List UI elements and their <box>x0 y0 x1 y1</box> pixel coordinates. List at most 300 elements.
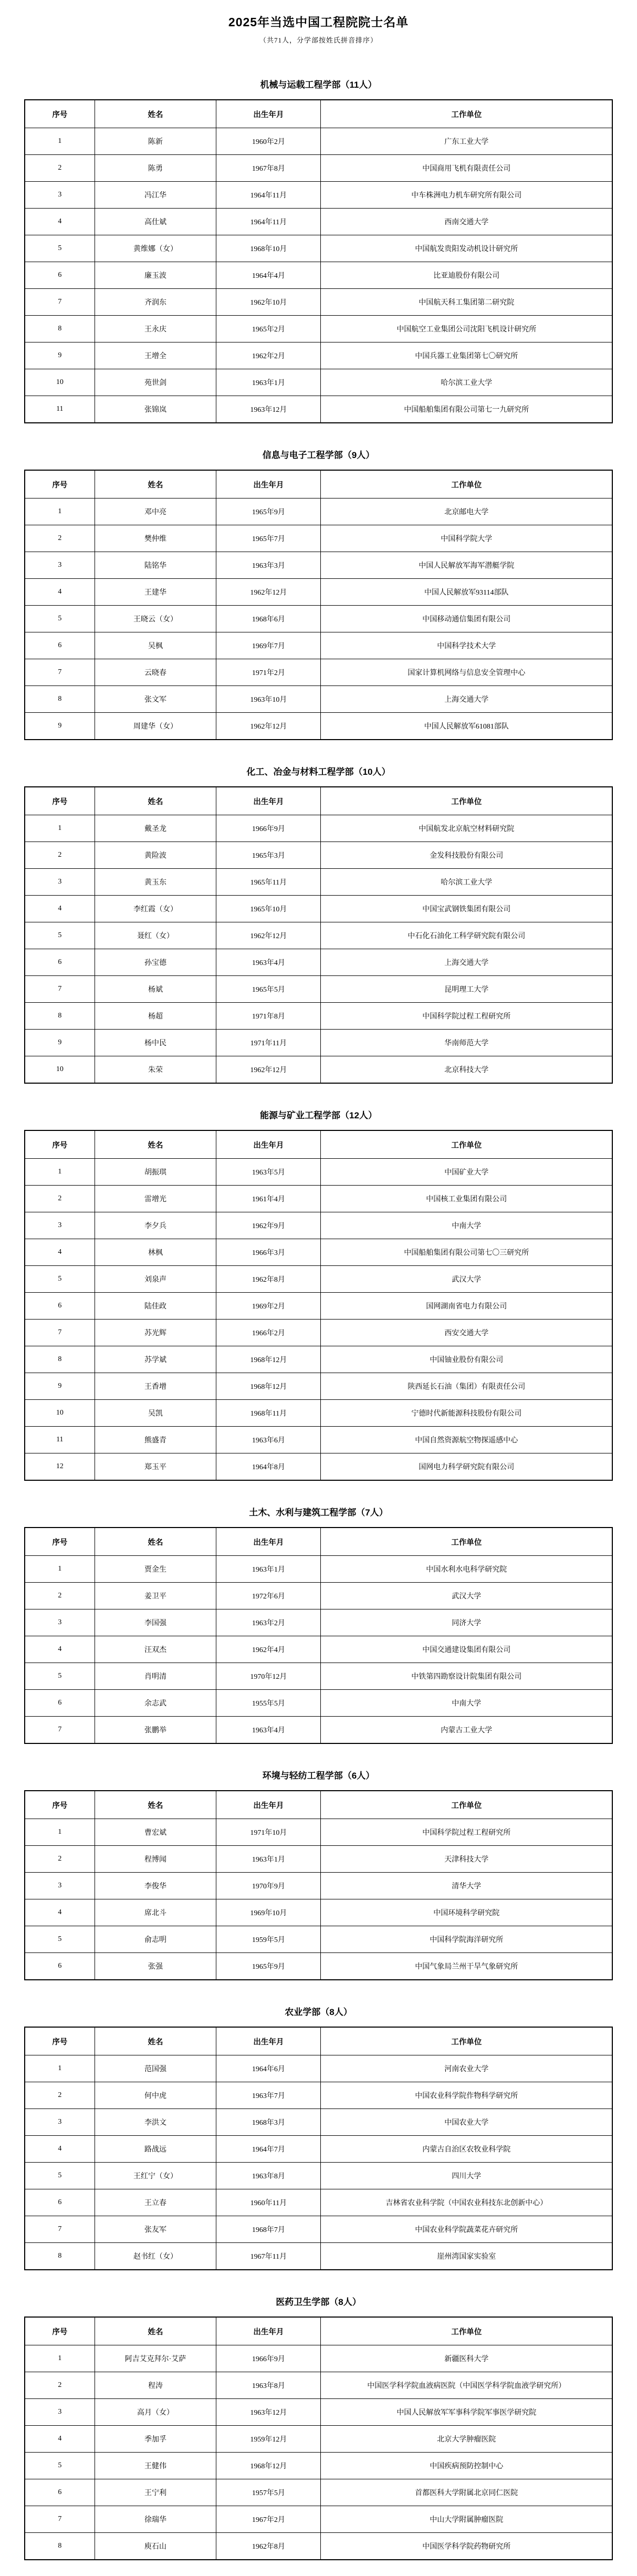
cell-name: 范国强 <box>95 2055 216 2082</box>
cell-name: 庾石山 <box>95 2533 216 2560</box>
table-row <box>25 815 612 842</box>
cell-organization: 国网湖南省电力有限公司 <box>321 1293 612 1320</box>
table-row <box>25 369 612 396</box>
cell-birth: 1965年3月 <box>216 842 321 869</box>
roster-table <box>24 99 613 423</box>
roster-table <box>24 1527 613 1744</box>
cell-birth: 1959年5月 <box>216 1926 321 1953</box>
cell-index: 8 <box>25 1346 95 1373</box>
cell-organization: 吉林省农业科学院（中国农业科技东北创新中心） <box>321 2189 612 2216</box>
cell-name: 李红霞（女） <box>95 896 216 922</box>
cell-organization: 中国科学院过程工程研究所 <box>321 1819 612 1846</box>
cell-birth: 1962年12月 <box>216 579 321 606</box>
cell-name: 李俊华 <box>95 1873 216 1899</box>
cell-organization: 中国医学科学院血液病医院（中国医学科学院血液学研究所） <box>321 2372 612 2399</box>
table-row <box>25 606 612 632</box>
cell-organization: 广东工业大学 <box>321 128 612 155</box>
table-row <box>25 235 612 262</box>
cell-index: 7 <box>25 976 95 1003</box>
table-row <box>25 1320 612 1346</box>
cell-name: 邓中亮 <box>95 498 216 525</box>
cell-name: 高月（女） <box>95 2399 216 2426</box>
section-5 <box>0 1768 637 1980</box>
cell-index: 3 <box>25 2109 95 2136</box>
cell-name: 路战远 <box>95 2136 216 2163</box>
cell-name: 聂红（女） <box>95 922 216 949</box>
cell-birth: 1963年7月 <box>216 2082 321 2109</box>
cell-name: 苏学斌 <box>95 1346 216 1373</box>
cell-organization: 中石化石油化工科学研究院有限公司 <box>321 922 612 949</box>
cell-organization: 华南师范大学 <box>321 1030 612 1056</box>
cell-index: 6 <box>25 2189 95 2216</box>
cell-birth: 1962年12月 <box>216 922 321 949</box>
cell-organization: 武汉大学 <box>321 1583 612 1609</box>
cell-name: 陆铭华 <box>95 552 216 579</box>
roster-table <box>24 2317 613 2560</box>
table-row <box>25 1953 612 1980</box>
cell-birth: 1963年10月 <box>216 686 321 713</box>
cell-organization: 中国宝武钢铁集团有限公司 <box>321 896 612 922</box>
cell-index: 3 <box>25 1212 95 1239</box>
cell-name: 齐润东 <box>95 289 216 316</box>
table-row <box>25 1212 612 1239</box>
table-row <box>25 2533 612 2560</box>
column-header: 出生年月 <box>216 2027 321 2055</box>
table-row <box>25 579 612 606</box>
cell-name: 熊盛青 <box>95 1427 216 1453</box>
cell-organization: 北京科技大学 <box>321 1056 612 1084</box>
table-row <box>25 396 612 423</box>
cell-index: 5 <box>25 1663 95 1690</box>
cell-organization: 崖州湾国家实验室 <box>321 2243 612 2270</box>
page-title: 2025年当选中国工程院院士名单 <box>228 15 409 29</box>
cell-name: 张友军 <box>95 2216 216 2243</box>
table-header-row <box>25 1130 612 1159</box>
cell-birth: 1969年7月 <box>216 632 321 659</box>
table-row <box>25 1636 612 1663</box>
column-header: 工作单位 <box>321 100 612 128</box>
cell-name: 李洪文 <box>95 2109 216 2136</box>
cell-index: 10 <box>25 1056 95 1084</box>
cell-index: 10 <box>25 1400 95 1427</box>
table-row <box>25 1266 612 1293</box>
cell-index: 12 <box>25 1453 95 1481</box>
cell-index: 1 <box>25 2055 95 2082</box>
cell-birth: 1968年12月 <box>216 1373 321 1400</box>
cell-organization: 中国环境科学研究院 <box>321 1899 612 1926</box>
table-row <box>25 713 612 740</box>
cell-birth: 1963年1月 <box>216 1556 321 1583</box>
cell-index: 1 <box>25 815 95 842</box>
column-header: 出生年月 <box>216 1791 321 1819</box>
cell-birth: 1969年2月 <box>216 1293 321 1320</box>
cell-birth: 1965年7月 <box>216 525 321 552</box>
cell-name: 程博闻 <box>95 1846 216 1873</box>
cell-organization: 中国人民解放军军事科学院军事医学研究院 <box>321 2399 612 2426</box>
column-header: 序号 <box>25 1528 95 1556</box>
cell-birth: 1961年4月 <box>216 1186 321 1212</box>
table-row <box>25 2372 612 2399</box>
table-header-row <box>25 1528 612 1556</box>
cell-organization: 国家计算机网络与信息安全管理中心 <box>321 659 612 686</box>
table-header-row <box>25 2027 612 2055</box>
cell-organization: 宁德时代新能源科技股份有限公司 <box>321 1400 612 1427</box>
table-row <box>25 2216 612 2243</box>
cell-index: 2 <box>25 1186 95 1212</box>
cell-birth: 1971年8月 <box>216 1003 321 1030</box>
cell-birth: 1963年3月 <box>216 552 321 579</box>
section-heading: 医药卫生学部（8人） <box>276 2297 361 2307</box>
table-row <box>25 1899 612 1926</box>
cell-name: 阿吉艾克拜尔·艾萨 <box>95 2345 216 2372</box>
cell-birth: 1962年2月 <box>216 342 321 369</box>
cell-index: 6 <box>25 262 95 289</box>
cell-birth: 1963年12月 <box>216 396 321 423</box>
cell-birth: 1964年6月 <box>216 2055 321 2082</box>
column-header: 工作单位 <box>321 2317 612 2345</box>
column-header: 姓名 <box>95 2027 216 2055</box>
page-subtitle: （共71人，分学部按姓氏拼音排序） <box>259 36 378 44</box>
cell-name: 余志武 <box>95 1690 216 1717</box>
cell-organization: 北京大学肿瘤医院 <box>321 2426 612 2453</box>
cell-organization: 中国自然资源航空物探遥感中心 <box>321 1427 612 1453</box>
table-header-row <box>25 787 612 815</box>
cell-name: 周建华（女） <box>95 713 216 740</box>
cell-index: 7 <box>25 1320 95 1346</box>
cell-name: 杨超 <box>95 1003 216 1030</box>
cell-index: 1 <box>25 1819 95 1846</box>
table-row <box>25 498 612 525</box>
column-header: 出生年月 <box>216 2317 321 2345</box>
section-3 <box>0 1108 637 1481</box>
cell-organization: 首都医科大学附属北京同仁医院 <box>321 2479 612 2506</box>
cell-organization: 中国科学院过程工程研究所 <box>321 1003 612 1030</box>
table-row <box>25 2426 612 2453</box>
cell-organization: 北京邮电大学 <box>321 498 612 525</box>
cell-birth: 1968年6月 <box>216 606 321 632</box>
cell-name: 王立春 <box>95 2189 216 2216</box>
table-row <box>25 1346 612 1373</box>
cell-birth: 1959年12月 <box>216 2426 321 2453</box>
cell-organization: 上海交通大学 <box>321 949 612 976</box>
table-row <box>25 1293 612 1320</box>
column-header: 出生年月 <box>216 1528 321 1556</box>
section-heading: 环境与轻纺工程学部（6人） <box>262 1771 375 1781</box>
table-row <box>25 209 612 235</box>
roster-table <box>24 786 613 1084</box>
column-header: 序号 <box>25 2027 95 2055</box>
cell-name: 张文军 <box>95 686 216 713</box>
cell-name: 杨斌 <box>95 976 216 1003</box>
column-header: 工作单位 <box>321 1791 612 1819</box>
table-row <box>25 686 612 713</box>
cell-organization: 中国科学院大学 <box>321 525 612 552</box>
cell-index: 11 <box>25 396 95 423</box>
cell-name: 俞志明 <box>95 1926 216 1953</box>
cell-name: 黄险波 <box>95 842 216 869</box>
cell-index: 8 <box>25 2243 95 2270</box>
table-row <box>25 2082 612 2109</box>
cell-birth: 1968年12月 <box>216 1346 321 1373</box>
table-row <box>25 1453 612 1481</box>
cell-organization: 中国农业大学 <box>321 2109 612 2136</box>
cell-name: 王永庆 <box>95 316 216 342</box>
column-header: 序号 <box>25 2317 95 2345</box>
table-row <box>25 342 612 369</box>
cell-index: 6 <box>25 949 95 976</box>
column-header: 序号 <box>25 100 95 128</box>
section-heading: 农业学部（8人） <box>285 2007 352 2017</box>
table-row <box>25 1690 612 1717</box>
table-row <box>25 525 612 552</box>
cell-birth: 1963年6月 <box>216 1427 321 1453</box>
cell-index: 1 <box>25 1556 95 1583</box>
cell-index: 8 <box>25 686 95 713</box>
cell-birth: 1968年12月 <box>216 2453 321 2479</box>
table-row <box>25 1427 612 1453</box>
cell-organization: 中国疾病预防控制中心 <box>321 2453 612 2479</box>
cell-name: 黄维娜（女） <box>95 235 216 262</box>
cell-name: 杨中民 <box>95 1030 216 1056</box>
cell-birth: 1963年12月 <box>216 2399 321 2426</box>
cell-organization: 中国铀业股份有限公司 <box>321 1346 612 1373</box>
cell-birth: 1964年11月 <box>216 182 321 209</box>
cell-birth: 1960年11月 <box>216 2189 321 2216</box>
cell-index: 4 <box>25 2426 95 2453</box>
cell-index: 9 <box>25 342 95 369</box>
cell-organization: 四川大学 <box>321 2163 612 2189</box>
cell-birth: 1965年9月 <box>216 1953 321 1980</box>
cell-index: 5 <box>25 922 95 949</box>
column-header: 出生年月 <box>216 1130 321 1159</box>
table-row <box>25 1159 612 1186</box>
table-row <box>25 1186 612 1212</box>
table-row <box>25 922 612 949</box>
cell-index: 5 <box>25 1266 95 1293</box>
cell-index: 11 <box>25 1427 95 1453</box>
cell-birth: 1964年4月 <box>216 262 321 289</box>
cell-index: 4 <box>25 1899 95 1926</box>
cell-index: 9 <box>25 1373 95 1400</box>
cell-birth: 1965年2月 <box>216 316 321 342</box>
cell-organization: 中国商用飞机有限责任公司 <box>321 155 612 182</box>
cell-birth: 1963年5月 <box>216 1159 321 1186</box>
cell-organization: 中山大学附属肿瘤医院 <box>321 2506 612 2533</box>
column-header: 姓名 <box>95 1791 216 1819</box>
column-header: 工作单位 <box>321 787 612 815</box>
table-row <box>25 1819 612 1846</box>
table-row <box>25 2189 612 2216</box>
cell-index: 5 <box>25 2453 95 2479</box>
cell-name: 苏光辉 <box>95 1320 216 1346</box>
table-row <box>25 262 612 289</box>
table-row <box>25 316 612 342</box>
cell-name: 樊仲维 <box>95 525 216 552</box>
cell-index: 5 <box>25 2163 95 2189</box>
cell-organization: 中国气象局兰州干旱气象研究所 <box>321 1953 612 1980</box>
cell-organization: 中国航发贵阳发动机设计研究所 <box>321 235 612 262</box>
table-row <box>25 1056 612 1084</box>
column-header: 出生年月 <box>216 470 321 498</box>
cell-name: 刘泉声 <box>95 1266 216 1293</box>
column-header: 工作单位 <box>321 1528 612 1556</box>
cell-organization: 同济大学 <box>321 1609 612 1636</box>
roster-table <box>24 1790 613 1980</box>
cell-name: 郑玉平 <box>95 1453 216 1481</box>
cell-index: 6 <box>25 1953 95 1980</box>
column-header: 姓名 <box>95 2317 216 2345</box>
section-heading: 机械与运载工程学部（11人） <box>260 80 377 90</box>
cell-birth: 1965年5月 <box>216 976 321 1003</box>
cell-index: 2 <box>25 525 95 552</box>
cell-birth: 1962年4月 <box>216 1636 321 1663</box>
cell-index: 3 <box>25 869 95 896</box>
cell-name: 廉玉波 <box>95 262 216 289</box>
cell-organization: 中车株洲电力机车研究所有限公司 <box>321 182 612 209</box>
cell-birth: 1966年3月 <box>216 1239 321 1266</box>
table-row <box>25 842 612 869</box>
cell-index: 8 <box>25 316 95 342</box>
cell-index: 8 <box>25 1003 95 1030</box>
table-row <box>25 949 612 976</box>
cell-index: 7 <box>25 2506 95 2533</box>
table-row <box>25 2453 612 2479</box>
cell-organization: 比亚迪股份有限公司 <box>321 262 612 289</box>
cell-name: 陈新 <box>95 128 216 155</box>
cell-organization: 金发科技股份有限公司 <box>321 842 612 869</box>
cell-index: 2 <box>25 2372 95 2399</box>
cell-birth: 1965年10月 <box>216 896 321 922</box>
cell-name: 肖明清 <box>95 1663 216 1690</box>
column-header: 姓名 <box>95 787 216 815</box>
table-row <box>25 869 612 896</box>
cell-index: 2 <box>25 1583 95 1609</box>
cell-name: 黄玉东 <box>95 869 216 896</box>
cell-organization: 中国航天科工集团第二研究院 <box>321 289 612 316</box>
cell-name: 王宁利 <box>95 2479 216 2506</box>
cell-index: 3 <box>25 2399 95 2426</box>
cell-organization: 中国人民解放军61081部队 <box>321 713 612 740</box>
cell-name: 张锦岚 <box>95 396 216 423</box>
table-row <box>25 2506 612 2533</box>
cell-index: 4 <box>25 1239 95 1266</box>
table-row <box>25 1003 612 1030</box>
table-row <box>25 896 612 922</box>
cell-birth: 1962年9月 <box>216 1212 321 1239</box>
section-heading: 能源与矿业工程学部（12人） <box>260 1110 377 1120</box>
column-header: 序号 <box>25 787 95 815</box>
cell-birth: 1965年11月 <box>216 869 321 896</box>
table-row <box>25 182 612 209</box>
cell-index: 7 <box>25 659 95 686</box>
cell-name: 吴凯 <box>95 1400 216 1427</box>
cell-birth: 1962年12月 <box>216 1056 321 1084</box>
cell-name: 王红宁（女） <box>95 2163 216 2189</box>
cell-birth: 1962年12月 <box>216 713 321 740</box>
cell-name: 雷增光 <box>95 1186 216 1212</box>
table-row <box>25 1583 612 1609</box>
cell-organization: 中国核工业集团有限公司 <box>321 1186 612 1212</box>
cell-name: 汪双杰 <box>95 1636 216 1663</box>
cell-index: 2 <box>25 155 95 182</box>
table-row <box>25 2243 612 2270</box>
cell-birth: 1955年5月 <box>216 1690 321 1717</box>
cell-index: 5 <box>25 606 95 632</box>
cell-birth: 1963年2月 <box>216 1609 321 1636</box>
cell-index: 2 <box>25 1846 95 1873</box>
cell-birth: 1968年3月 <box>216 2109 321 2136</box>
sections-container <box>0 77 637 2560</box>
cell-organization: 中铁第四勘察设计院集团有限公司 <box>321 1663 612 1690</box>
cell-birth: 1966年9月 <box>216 2345 321 2372</box>
cell-name: 程涛 <box>95 2372 216 2399</box>
table-header-row <box>25 100 612 128</box>
cell-birth: 1962年10月 <box>216 289 321 316</box>
column-header: 工作单位 <box>321 1130 612 1159</box>
table-row <box>25 2345 612 2372</box>
cell-organization: 中南大学 <box>321 1690 612 1717</box>
cell-birth: 1962年8月 <box>216 2533 321 2560</box>
cell-birth: 1963年8月 <box>216 2163 321 2189</box>
cell-organization: 中国航空工业集团公司沈阳飞机设计研究所 <box>321 316 612 342</box>
cell-index: 1 <box>25 1159 95 1186</box>
cell-name: 高仕斌 <box>95 209 216 235</box>
section-heading: 信息与电子工程学部（9人） <box>262 450 375 460</box>
cell-index: 8 <box>25 2533 95 2560</box>
table-header-row <box>25 1791 612 1819</box>
cell-name: 云晓春 <box>95 659 216 686</box>
cell-birth: 1972年6月 <box>216 1583 321 1609</box>
cell-birth: 1963年4月 <box>216 1717 321 1744</box>
cell-index: 5 <box>25 1926 95 1953</box>
cell-birth: 1967年2月 <box>216 2506 321 2533</box>
cell-name: 王健伟 <box>95 2453 216 2479</box>
cell-organization: 中国农业科学院作物科学研究所 <box>321 2082 612 2109</box>
cell-index: 3 <box>25 1873 95 1899</box>
table-row <box>25 552 612 579</box>
cell-name: 苑世剑 <box>95 369 216 396</box>
table-row <box>25 1609 612 1636</box>
cell-organization: 昆明理工大学 <box>321 976 612 1003</box>
table-header-row <box>25 2317 612 2345</box>
cell-organization: 中南大学 <box>321 1212 612 1239</box>
table-row <box>25 2399 612 2426</box>
table-row <box>25 155 612 182</box>
roster-table <box>24 2027 613 2270</box>
section-heading: 土木、水利与建筑工程学部（7人） <box>249 1508 388 1518</box>
cell-name: 张强 <box>95 1953 216 1980</box>
cell-name: 贾金生 <box>95 1556 216 1583</box>
cell-name: 张鹏举 <box>95 1717 216 1744</box>
cell-birth: 1966年9月 <box>216 815 321 842</box>
column-header: 出生年月 <box>216 787 321 815</box>
table-row <box>25 632 612 659</box>
cell-organization: 西南交通大学 <box>321 209 612 235</box>
column-header: 序号 <box>25 470 95 498</box>
cell-organization: 清华大学 <box>321 1873 612 1899</box>
cell-birth: 1968年10月 <box>216 235 321 262</box>
cell-index: 4 <box>25 579 95 606</box>
cell-birth: 1968年7月 <box>216 2216 321 2243</box>
cell-name: 王建华 <box>95 579 216 606</box>
cell-index: 3 <box>25 182 95 209</box>
table-row <box>25 1030 612 1056</box>
cell-name: 朱荣 <box>95 1056 216 1084</box>
column-header: 出生年月 <box>216 100 321 128</box>
cell-birth: 1970年12月 <box>216 1663 321 1690</box>
cell-organization: 上海交通大学 <box>321 686 612 713</box>
section-4 <box>0 1505 637 1744</box>
